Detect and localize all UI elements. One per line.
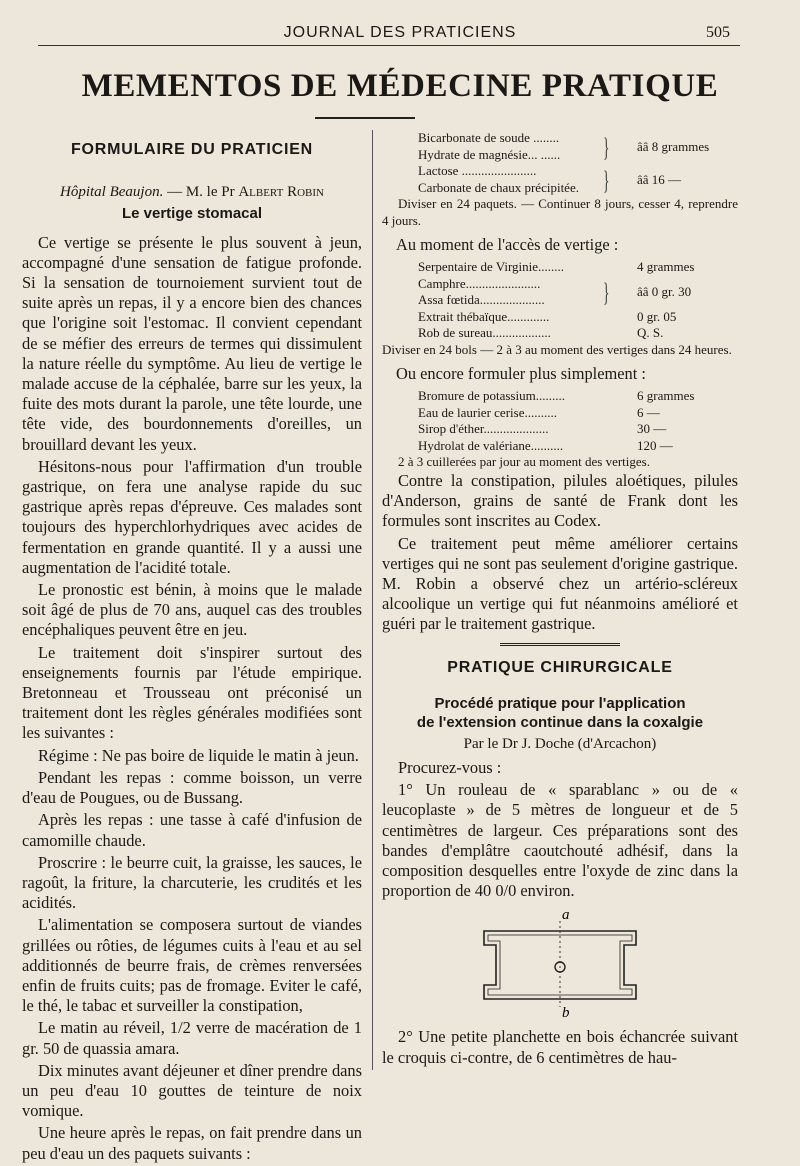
rx-row <box>382 259 738 276</box>
paragraph: Dix minutes avant déjeuner et dîner prendre dans un peu d'eau 10 gouttes de teinture de noix vomique. <box>22 1060 362 1121</box>
rx-dose: 6 grammes <box>637 388 695 404</box>
left-column <box>22 140 362 1166</box>
paragraph: Une heure après le repas, on fait prendre dans un peu d'eau un des paquets suivants : <box>22 1123 362 1163</box>
rx-dose: 0 gr. 05 <box>637 308 677 324</box>
section-title-formulaire: FORMULAIRE DU PRATICIEN <box>70 141 314 158</box>
byline: Par le Dr J. Doche (d'Arcachon) <box>463 735 657 752</box>
rx-note: 2 à 3 cuillerées par jour au moment des vertiges. <box>398 454 650 470</box>
rx-item: Hydrolat de valériane.......... <box>418 437 564 453</box>
rx-row <box>382 163 738 180</box>
hospital-sep: — M. le Pr <box>163 184 239 201</box>
rx-row <box>382 405 738 422</box>
brace-icon: } <box>603 165 610 195</box>
rx-item: Rob de sureau.................. <box>418 325 551 341</box>
rx-dose: 30 — <box>637 421 667 437</box>
section-separator <box>500 643 620 648</box>
paragraph: Après les repas : une tasse à café d'infusion de camomille chaude. <box>22 810 362 850</box>
article2-title <box>382 694 738 732</box>
header-rule <box>38 45 740 46</box>
rx-dose: ââ 8 grammes <box>637 138 710 154</box>
rx-item: Camphre....................... <box>418 275 541 291</box>
rx-row <box>382 309 738 326</box>
paragraph-regime: Régime : Ne pas boire de liquide le matin à jeun. <box>38 745 359 765</box>
rx-dose: ââ 16 — <box>637 171 682 187</box>
paragraph: Ce traitement peut même améliorer certains vertiges qui ne sont pas seulement d'origine gastrique. M. Robin a observé chez un artério-scléreux alcoolique un vertige qui fut néanmoins amélioré et guéri par le traitement gastrique. <box>382 533 738 634</box>
rx-item: Lactose ....................... <box>418 163 537 178</box>
rx-item: Sirop d'éther.................... <box>418 421 549 437</box>
procure-line: Procurez-vous : <box>398 757 502 777</box>
title-rule <box>315 117 415 119</box>
rx-item: Assa fœtida.................... <box>418 292 545 308</box>
paragraph: Le traitement doit s'inspirer surtout des enseignements fournis par l'étude empirique. Bretonneau et Trousseau ont préconisé un traitement dont les règles générales modifiées sont les suivantes : <box>22 642 362 743</box>
prescription-3 <box>382 388 738 454</box>
figure-label-b: b <box>562 1005 570 1020</box>
hospital-line <box>22 182 362 202</box>
brace-icon: } <box>603 132 610 162</box>
rx-row <box>382 325 738 342</box>
rx-note: Diviser en 24 bols — 2 à 3 au moment des vertiges dans 24 heures. <box>382 341 732 357</box>
brace-icon: } <box>603 278 610 308</box>
hospital-name: Hôpital Beaujon. <box>60 184 164 201</box>
rx-dose: 120 — <box>637 437 673 453</box>
item-2: 2° Une petite planchette en bois échancrée suivant le croquis ci-contre, de 6 centimètres de hau- <box>382 1027 738 1067</box>
rx-row <box>382 438 738 455</box>
rx-item: Eau de laurier cerise.......... <box>418 404 557 420</box>
paragraph: Proscrire : le beurre cuit, la graisse, les sauces, le ragoût, la friture, la charcuterie, les crudités et les acidités. <box>22 852 362 913</box>
figure-label-a: a <box>562 909 570 924</box>
prescription-2 <box>382 259 738 342</box>
lead-line: Ou encore formuler plus simplement : <box>396 364 646 384</box>
rx-row <box>382 388 738 405</box>
column-divider <box>372 130 373 1070</box>
paragraph: Le matin au réveil, 1/2 verre de macération de 1 gr. 50 de quassia amara. <box>22 1018 362 1058</box>
paragraph: L'alimentation se composera surtout de viandes grillées ou rôties, de légumes cuits à l'eau et au sel additionnés de beurre frais, de crèmes renversées enfin de fruits cuits; pas de fromage. Eviter le café, le thé, le tabac et surveiller la constipation, <box>22 915 362 1016</box>
rx-item: Carbonate de chaux précipitée. <box>418 179 579 195</box>
prescription-1 <box>382 130 738 196</box>
lead-line: Au moment de l'accès de vertige : <box>396 235 619 254</box>
item-1: 1° Un rouleau de « sparablanc » ou de « leucoplaste » de 5 mètres de longueur et de 5 centimètres de largeur. Ces préparations sont des bandes d'emplâtre caoutchouté adhésif, dans la composition desquelles entre l'oxyde de zinc dans la proportion de 40 0/0 environ. <box>382 780 738 901</box>
article2-title-line: Procédé pratique pour l'application <box>434 694 686 712</box>
main-title: MEMENTOS DE MÉDECINE PRATIQUE <box>81 68 719 104</box>
rx-dose: ââ 0 gr. 30 <box>637 284 692 300</box>
rx-item: Bromure de potassium......... <box>418 388 565 404</box>
rx-note: Diviser en 24 paquets. — Continuer 8 jours, cesser 4, reprendre 4 jours. <box>382 196 738 228</box>
running-header <box>0 20 800 44</box>
rx-item: Hydrate de magnésie... ...... <box>418 146 561 162</box>
section-title-chirurgicale: PRATIQUE CHIRURGICALE <box>447 658 673 676</box>
right-column <box>382 130 738 1070</box>
rx-dose: 6 — <box>637 404 660 420</box>
rx-dose: Q. S. <box>637 325 664 341</box>
article2-title-line: de l'extension continue dans la coxalgie <box>416 713 704 731</box>
journal-title: JOURNAL DES PRATICIENS <box>283 24 517 41</box>
paragraph: Ce vertige se présente le plus souvent à jeun, accompagné d'une sensation de fatigue profonde. Si la sensation de tournoiement survient tout de suite après un repas, il y a encore bien des chances que l'origine soit l'estomac. Il convient cependant de se méfier des erreurs de termes qui dissimulent la nature réelle du symptôme. Au lieu de vertige le malade accuse de la céphalée, barre sur les yeux, la fuite des mots durant la parole, une tête lourde, une tête vide, des bourdonnements d'oreilles, un brouillard devant les yeux. <box>22 232 362 454</box>
paragraph: Contre la constipation, pilules aloétiques, pilules d'Anderson, grains de santé de Frank dont les formules sont inscrites au Codex. <box>382 470 738 531</box>
rx-item: Serpentaire de Virginie........ <box>418 259 565 275</box>
splint-diagram <box>478 909 658 1019</box>
rx-item: Bicarbonate de soude ........ <box>418 130 560 145</box>
paragraph: Le pronostic est bénin, à moins que le malade soit âgé de plus de 70 ans, auquel cas des troubles encéphaliques peuvent être en jeu. <box>22 580 362 640</box>
rx-item: Extrait thébaïque............. <box>418 308 550 324</box>
paragraph: Pendant les repas : comme boisson, un verre d'eau de Pougues, ou de Bussang. <box>22 767 362 808</box>
page-number: 505 <box>706 24 730 41</box>
rx-row <box>382 421 738 438</box>
article-title: Le vertige stomacal <box>121 205 263 223</box>
splint-figure <box>478 909 658 1019</box>
rx-dose: 4 grammes <box>637 259 695 275</box>
author-name: Albert Robin <box>238 184 324 201</box>
paragraph: Hésitons-nous pour l'affirmation d'un trouble gastrique, on fera une analyse rapide du suc gastrique après repas d'épreuve. Ces malades sont toujours des hyperchlorhydriques avec acides de fermentation en grande quantité. Il y a aussi une augmentation de l'acidité totale. <box>22 456 362 577</box>
